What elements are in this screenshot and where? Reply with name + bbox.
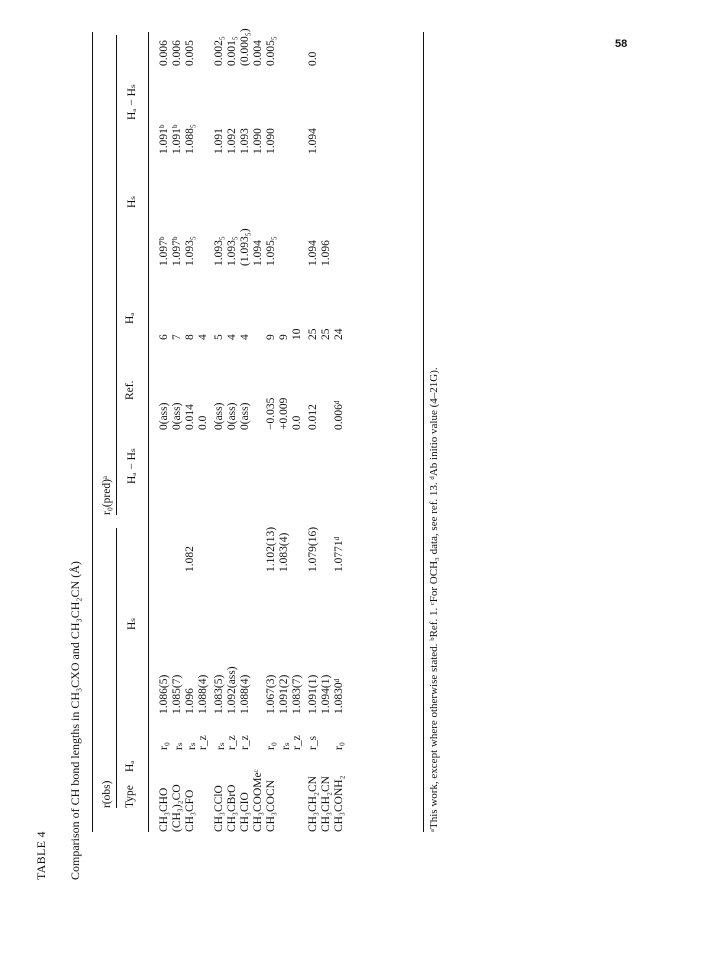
header-pred-ha-minus-hs: Hₐ − Hₛ (126, 84, 138, 120)
header-pred-hs: Hₛ (126, 195, 138, 208)
ha-minus-hs-cell: 0.014 (184, 404, 196, 430)
rotated-table-block (28, 20, 438, 880)
molecule-cell: CH₃COCN (265, 780, 277, 832)
ha-cell: 1.088(4) (197, 674, 209, 714)
ref-cell: 25 (320, 328, 332, 340)
type-cell: rₛ (173, 742, 185, 750)
molecule-cell: CH₃CH₂CN (320, 776, 332, 832)
rpred-span-rule (116, 35, 117, 515)
pred-ha-cell: 1.094 (252, 240, 264, 266)
pred-ha-minus-hs-cell: 0.0 (307, 51, 319, 66)
ha-cell: 1.092(ass) (226, 666, 238, 714)
hs-cell: 1.079(16) (307, 526, 319, 572)
hs-cell: 1.082 (184, 546, 196, 572)
pred-ha-minus-hs-cell: 0.005₅ (265, 36, 277, 66)
pred-ha-minus-hs-cell: 0.005 (184, 40, 196, 66)
hs-cell: 1.0771ᵈ (333, 536, 345, 572)
ref-cell: 6 (158, 334, 170, 340)
molecule-cell: CH₃CClO (213, 785, 225, 832)
robs-span-rule (116, 528, 117, 808)
ref-cell: 9 (278, 334, 290, 340)
ha-cell: 1.0830ᵈ (333, 678, 345, 714)
pred-hs-cell: 1.091 (213, 128, 225, 154)
molecule-cell: CH₃CH₂CN (307, 776, 319, 832)
type-cell: r_z (226, 735, 238, 750)
header-ref: Ref. (124, 380, 136, 400)
header-ha: Hₐ (124, 760, 136, 772)
pred-hs-cell: 1.092 (226, 128, 238, 154)
pred-ha-cell: 1.097ᵇ (171, 236, 183, 266)
pred-hs-cell: 1.091ᵇ (171, 124, 183, 154)
ha-cell: 1.067(3) (265, 674, 277, 714)
ha-minus-hs-cell: 0(ass) (213, 402, 225, 430)
pred-ha-cell: (1.093₅) (239, 228, 251, 266)
ha-cell: 1.091(1) (307, 674, 319, 714)
table-header-rule (148, 32, 149, 832)
molecule-cell: CH₃COOMeᶜ (252, 769, 264, 832)
pred-hs-cell: 1.090 (265, 128, 277, 154)
ref-cell: 8 (184, 334, 196, 340)
ref-cell: 4 (197, 334, 209, 340)
molecule-cell: (CH₃)₂CO (171, 784, 183, 832)
table-top-rule (92, 32, 93, 832)
molecule-cell: CH₃CBrO (226, 784, 238, 832)
ha-cell: 1.088(4) (239, 674, 251, 714)
type-cell: r₀ (333, 742, 345, 750)
page-number: 58 (615, 38, 628, 50)
pred-hs-cell: 1.088₅ (184, 124, 196, 154)
molecule-cell: CH₃CIO (239, 792, 251, 832)
table-label: TABLE 4 (34, 831, 48, 880)
type-cell: r_z (291, 735, 303, 750)
pred-hs-cell: 1.090 (252, 128, 264, 154)
pred-ha-minus-hs-cell: 0.006 (171, 40, 183, 66)
pred-ha-minus-hs-cell: (0.000₅) (239, 28, 251, 66)
hs-cell: 1.102(13) (265, 526, 277, 572)
ha-minus-hs-cell: +0.009 (278, 397, 290, 430)
pred-ha-cell: 1.094 (307, 240, 319, 266)
ref-cell: 7 (171, 334, 183, 340)
ref-cell: 9 (265, 334, 277, 340)
header-robs: r(obs) (101, 780, 113, 808)
pred-ha-cell: 1.093₅ (213, 236, 225, 266)
ha-minus-hs-cell: −0.035 (265, 397, 277, 430)
molecule-cell: CH₃CFO (184, 789, 196, 832)
molecule-cell: CH₃CHO (158, 787, 170, 832)
ha-minus-hs-cell: 0(ass) (171, 402, 183, 430)
ha-cell: 1.094(1) (320, 674, 332, 714)
molecule-cell: CH₃CONH₂ (333, 775, 345, 832)
pred-hs-cell: 1.094 (307, 128, 319, 154)
ref-cell: 25 (307, 328, 319, 340)
ha-cell: 1.083(7) (291, 674, 303, 714)
ref-cell: 4 (239, 334, 251, 340)
ha-minus-hs-cell: 0(ass) (239, 402, 251, 430)
pred-ha-cell: 1.093₅ (226, 236, 238, 266)
ha-minus-hs-cell: 0.012 (307, 404, 319, 430)
ha-cell: 1.085(7) (171, 674, 183, 714)
pred-ha-cell: 1.093₅ (184, 236, 196, 266)
type-cell: rₛ (215, 742, 227, 750)
hs-cell: 1.083(4) (278, 532, 290, 572)
pred-ha-minus-hs-cell: 0.002₅ (213, 36, 225, 66)
ref-cell: 24 (333, 328, 345, 340)
pred-ha-cell: 1.097ᵇ (158, 236, 170, 266)
ha-minus-hs-cell: 0.0 (291, 415, 303, 430)
ref-cell: 4 (226, 334, 238, 340)
type-cell: r₀ (265, 742, 277, 750)
type-cell: r_z (239, 735, 251, 750)
header-ha-minus-hs: Hₐ − Hₛ (126, 448, 138, 484)
type-cell: r₀ (158, 742, 170, 750)
ha-minus-hs-cell: 0.006ᵈ (333, 400, 345, 430)
ref-cell: 5 (213, 334, 225, 340)
ha-minus-hs-cell: 0(ass) (158, 402, 170, 430)
pred-ha-minus-hs-cell: 0.006 (158, 40, 170, 66)
type-cell: rₛ (186, 742, 198, 750)
pred-hs-cell: 1.091ᵇ (158, 124, 170, 154)
type-cell: r_z (197, 735, 209, 750)
header-type: Type (124, 785, 136, 808)
table-bottom-rule (423, 32, 424, 832)
ha-cell: 1.083(5) (213, 674, 225, 714)
table-caption: Comparison of CH bond lengths in CH₃CXO and CH₃CH₂CN (Å) (68, 561, 82, 880)
pred-ha-minus-hs-cell: 0.004 (252, 40, 264, 66)
pred-ha-minus-hs-cell: 0.001₅ (226, 36, 238, 66)
table-footnote: ᵃThis work, except where otherwise stated. ᵇRef. 1. ᶜFor OCH₃ data, see ref. 13. ᵈAb initio value (4–21G). (428, 367, 440, 832)
ha-minus-hs-cell: 0(ass) (226, 402, 238, 430)
pred-ha-cell: 1.096 (320, 240, 332, 266)
pred-hs-cell: 1.093 (239, 128, 251, 154)
pred-ha-cell: 1.095₅ (265, 236, 277, 266)
type-cell: rₛ (280, 742, 292, 750)
header-pred-ha: Hₐ (124, 312, 136, 324)
ha-cell: 1.096 (184, 688, 196, 714)
type-cell: r_s (307, 735, 319, 750)
header-hs: Hₛ (126, 617, 138, 630)
header-rpred: r₀(pred)ᵃ (101, 475, 113, 515)
ha-minus-hs-cell: 0.0 (197, 415, 209, 430)
ref-cell: 10 (291, 328, 303, 340)
ha-cell: 1.091(2) (278, 674, 290, 714)
ha-cell: 1.086(5) (158, 674, 170, 714)
